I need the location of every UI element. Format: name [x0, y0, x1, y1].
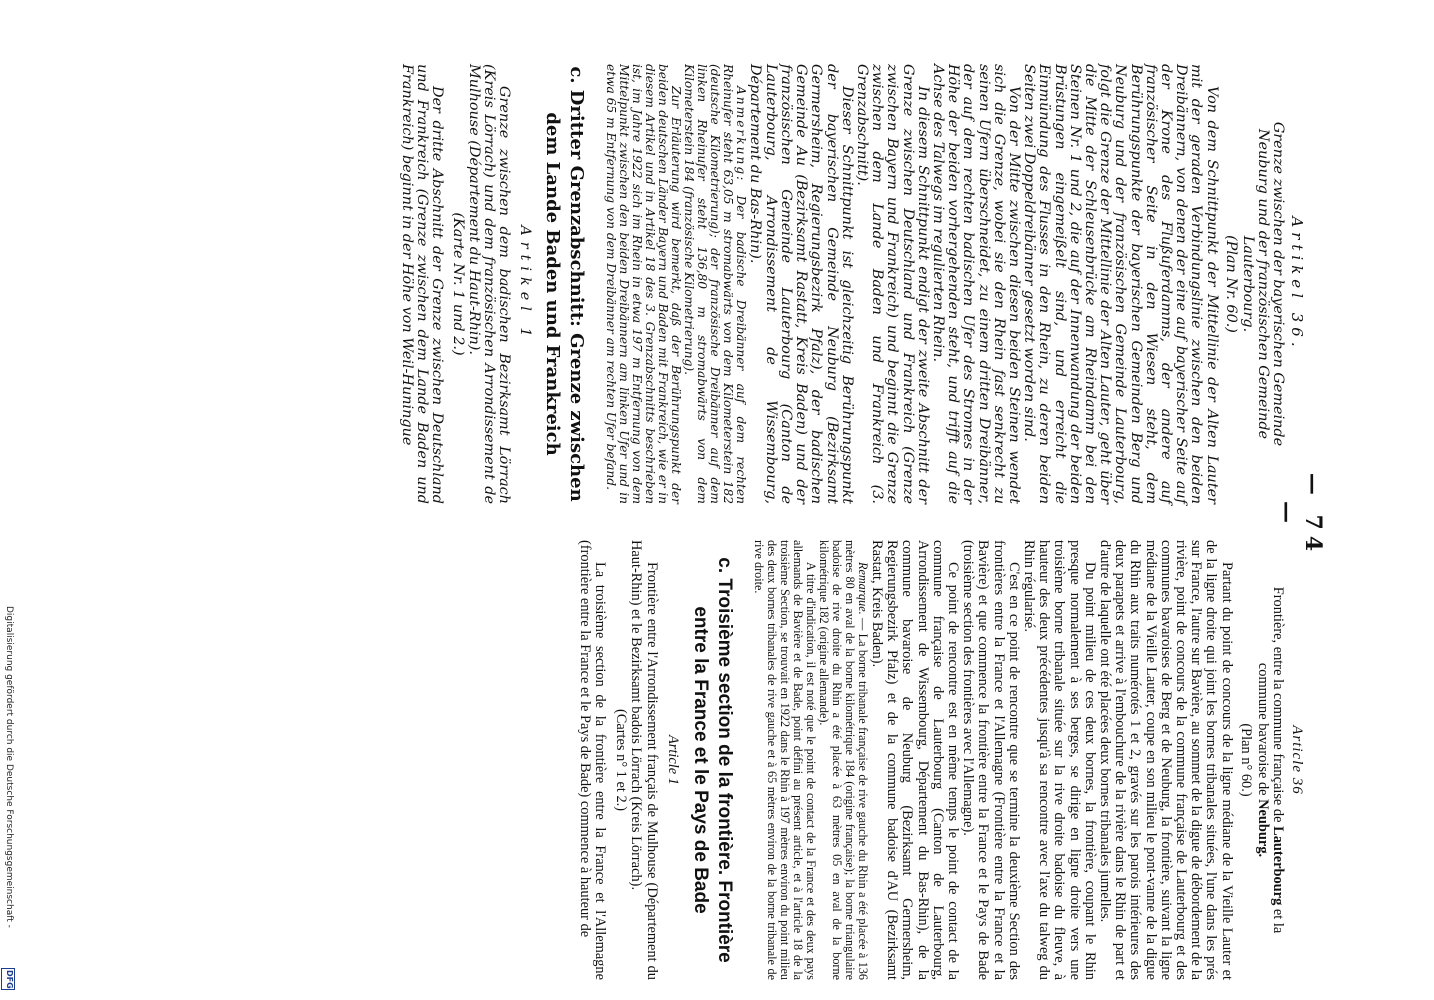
french-subhead-mid: et la commune bavaroise de	[1254, 662, 1286, 934]
french-section-title: c. Troisième section de la frontière. Frontière entre la France et le Pays de Bade	[689, 557, 735, 963]
german-final-paragraph: Der dritte Abschnitt der Grenze zwischen Deutschland und Frankreich (Grenze zwischen dem Lande Baden und Frankreich) beginnt in der Höhe von Weil-Huningue	[398, 64, 446, 504]
german-section-title: c. Dritter Grenzabschnitt: Grenze zwischen dem Lande Baden und Frankreich	[542, 66, 588, 502]
german-article-heading: Artikel 36.	[1288, 216, 1306, 352]
german-column	[399, 64, 1304, 504]
french-note-1-text: — La borne tribanale française de rive gauche du Rhin a été placée à 136 mètres 80 en aval de la borne kilométrique 184 (origine française); la borne triangulaire badoise de rive droite du Rhin a été placée à 63 mètres 05 en aval de la borne kilométrique 182 (origine allemande).	[816, 540, 870, 980]
german-paragraph-4: Dieser Schnittpunkt ist gleichzeitig Berührungspunkt der bayerischen Gemeinde Neuburg (Bezirksamt Germersheim, Regierungsbezirk Pfalz), der badischen Gemeinde Au (Bezirksamt Rastatt, Kreis Baden) und der französischen Gemeinde Lauterbourg (Canton de Lauterbourg, Arrondissement de Wissembourg, Département du Bas-Rhin).	[747, 64, 855, 504]
french-article-1-heading: Article 1	[664, 735, 681, 785]
german-article-1-heading: Artikel 1	[517, 225, 534, 343]
dfg-logo-text: DFG	[5, 970, 14, 989]
french-article-1-text: Frontière entre l'Arrondissement français de Mulhouse (Département du Haut-Rhin) et le Bezirksamt badois Lörrach (Kreis Lörrach).	[628, 540, 660, 980]
french-paragraph-3: C'est en ce point de rencontre que se termine la deuxième Section des frontières entre la France et l'Allemagne (Frontière entre la France et la Bavière) et que commence la frontière entre la France et le Pays de Bade (troisième section des frontières avec l'Allemagne).	[960, 540, 1022, 980]
french-article-heading: Article 36	[1289, 725, 1305, 795]
french-plan-ref: (Plan n° 60.)	[1237, 723, 1254, 797]
french-final-paragraph: La troisième section de la frontière entre la France et l'Allemagne (frontière entre la France et le Pays de Bade) commence à hauteur de	[576, 540, 608, 980]
french-note-1	[817, 540, 869, 980]
french-note-lead: Remarque.	[855, 562, 870, 615]
french-subhead-neuburg: Neuburg.	[1254, 799, 1271, 858]
german-note-2: Zur Erläuterung wird bemerkt, daß der Berührungspunkt der beiden deutschen Länder Bayern und Baden mit Frankreich, wie er in diesem Artikel und in Artikel 18 des 3. Grenzabschnitts beschrieben ist, im Jahre 1922 sich im Rhein in etwa 197 m Entfernung von dem Mittelpunkt zwischen den beiden Dreibännern am linken Ufer und in etwa 65 m Entfernung von dem Dreibänner am rechten Ufer befand.	[604, 64, 684, 504]
german-map-ref: (Karte Nr. 1 und 2.)	[450, 212, 467, 356]
digitization-credit-text: Digitalisierung gefördert durch die Deutsche Forschungsgemeinschaft -	[4, 606, 14, 928]
french-subhead-pre: Frontière, entre la commune française de	[1269, 586, 1286, 827]
french-paragraph-1: Partant du point de concours de la ligne médiane de la Vieille Lauter et de la ligne droite qui joint les bornes tribanales situées, l'une dans les prés sur France, l'autre sur Bavière, au sommet de la digue de débordement de la rivière, point de concours de la commune française de Lauterbourg et des communes bavaroises de Berg et de Neuburg, la frontière, suivant la ligne médiane de la Vieille Lauter, coupe en son milieu le pont-vanne de la digue du Rhin aux traits numérotés 1 et 2, gravés sur les parois intérieures des deux parapets et arrive à l'embouchure de la rivière dans le Rhin de part et d'autre de laquelle ont été placées deux bornes tribanales jumelles.	[1096, 540, 1235, 980]
digitization-credit	[2, 606, 14, 986]
dfg-logo	[1, 968, 15, 990]
german-article-1-text: Grenze zwischen dem badischen Bezirksamt Lörrach (Kreis Lörrach) und dem französischen Arrondissement de Mulhouse (Département du Haut-Rhin).	[465, 64, 513, 504]
french-paragraph-4: Ce point de rencontre est en même temps le point de contact de la commune française de Lauterbourg (Canton de Lauterbourg, Arrondissement de Wissembourg, Département du Bas-Rhin), de la commune bavaroise de Neuburg (Bezirksamt Germersheim, Regierungsbezirk Pfalz) et de la commune badoise d'AU (Bezirksamt Rastatt, Kreis Baden).	[868, 540, 961, 980]
german-subhead: Grenze zwischen der bayerischen Gemeinde Neuburg und der französischen Gemeinde Lauterbourg.	[1239, 121, 1286, 447]
french-paragraph-2: Du point milieu de ces deux bornes, la frontière, coupant le Rhin presque normalement à ses berges, se dirige en ligne droite vers une troisième borne tribanale située sur la rive droite badoise du fleuve, à hauteur des deux précédentes jusqu'à sa rencontre avec l'axe du talweg du Rhin régularisé.	[1020, 540, 1098, 980]
german-note-1-text: Der badische Dreibänner auf dem rechten Rheinufer steht 63,05 m stromabwärts von dem Kilometerstein 182 (deutsche Kilometrierung); der französische Dreibänner auf dem linken Rheinufer steht 136,80 m stromabwärts von dem Kilometerstein 184 (französische Kilometrierung).	[682, 64, 749, 504]
german-paragraph-1: Von dem Schnittpunkt der Mittellinie der Alten Lauter mit der geraden Verbindungslinie zwischen den beiden Dreibännern, von denen der eine auf bayerischer Seite auf der Krone des Flußuferdamms, der andere auf französischer Seite in den Wiesen steht, dem Berührungspunkte der bayerischen Gemeinden Berg und Neuburg und der französischen Gemeinde Lauterbourg, folgt die Grenze der Mittellinie der Alten Lauter, geht über die Mitte der Schleusenbrücke am Rheindamm bei den Steinen Nr. 1 und 2, die auf der Innenwandung der beiden Brüstungen eingemeißelt sind, und erreicht die Einmündung des Flusses in den Rhein, zu deren beiden Seiten zwei Doppeldreibänner gesetzt worden sind.	[1021, 64, 1220, 504]
german-note-lead: Anmerkung:	[734, 86, 749, 183]
german-note-1	[682, 64, 747, 504]
german-paragraph-2: Von der Mitte zwischen diesen beiden Steinen wendet sich die Grenze, wobei sie den Rhein fast senkrecht zu seinen Ufern überschneidet, zu einem dritten Dreibänner, der auf dem rechten badischen Ufer des Stromes in der Höhe der beiden vorhergehenden steht, und trifft auf die Achse des Talwegs im regulierten Rhein.	[929, 64, 1022, 504]
french-note-2: A titre d'indication, il est noté que le point de contact de la France et des deux pays allemands de Bavière et de Bade, point défini au présent article, et à l'article 18 de la troisième Section, se trouvait en 1922 dans le Rhin à 197 mètres environ du point milieu des deux bornes tribanales de rive gauche et à 65 mètres environ de la borne tribanale de rive droite.	[751, 540, 818, 980]
french-subhead	[1255, 580, 1285, 940]
german-paragraph-3: In diesem Schnittpunkt endigt der zweite Abschnitt der Grenze zwischen Deutschland und Frankreich (Grenze zwischen Bayern und Frankreich) und beginnt die Grenze zwischen dem Lande Baden und Frankreich (3. Grenzabschnitt).	[853, 64, 931, 504]
german-plan-ref: (Plan Nr. 60.)	[1222, 235, 1239, 333]
french-column	[577, 540, 1305, 980]
french-subhead-lauterbourg: Lauterbourg	[1269, 826, 1286, 906]
page-number: — 74 —	[1274, 472, 1326, 558]
french-map-ref: (Cartes n° 1 et 2.)	[613, 708, 630, 812]
